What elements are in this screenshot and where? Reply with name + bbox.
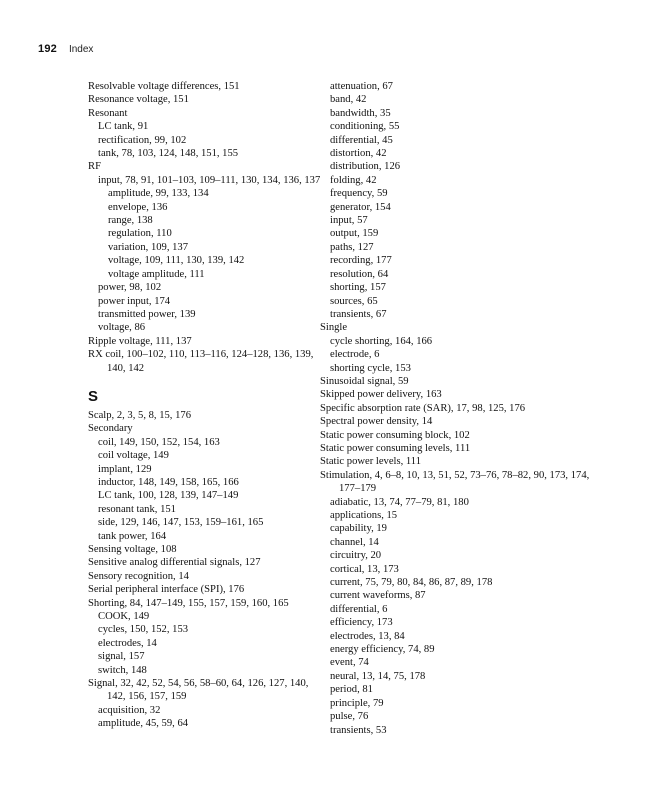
- index-subentry: coil voltage, 149: [98, 450, 169, 462]
- index-entry: Sensory recognition, 14: [88, 570, 189, 582]
- index-subentry: rectification, 99, 102: [98, 134, 187, 146]
- index-subentry: voltage, 86: [98, 322, 146, 334]
- index-subentry: power, 98, 102: [98, 282, 162, 294]
- index-subentry: conditioning, 55: [330, 121, 400, 133]
- index-subentry: tank, 78, 103, 124, 148, 151, 155: [98, 148, 239, 160]
- index-entry: RX coil, 100–102, 110, 113–116, 124–128, 136, 139, 140, 142: [88, 349, 314, 374]
- index-subentry: event, 74: [330, 657, 369, 669]
- index-subentry: power input, 174: [98, 295, 171, 307]
- index-subentry: cycle shorting, 164, 166: [330, 335, 433, 347]
- index-subentry: band, 42: [330, 94, 367, 106]
- index-subentry: channel, 14: [330, 536, 379, 548]
- index-subentry: capability, 19: [330, 523, 387, 535]
- index-entry: Resonance voltage, 151: [88, 94, 189, 106]
- index-subentry: principle, 79: [330, 697, 384, 709]
- index-entry: Specific absorption rate (SAR), 17, 98, 125, 176: [320, 402, 526, 414]
- index-subentry: switch, 148: [98, 664, 147, 676]
- index-subentry: electrodes, 14: [98, 637, 157, 649]
- index-entry: Secondary: [88, 423, 133, 435]
- entries-r: [88, 80, 328, 375]
- index-entry: Resonant: [88, 107, 128, 119]
- index-subentry: implant, 129: [98, 463, 152, 475]
- index-subentry: resonant tank, 151: [98, 503, 176, 515]
- index-entry: Single: [320, 322, 348, 334]
- index-entry: Signal, 32, 42, 52, 54, 56, 58–60, 64, 126, 127, 140, 142, 156, 157, 159: [88, 678, 309, 703]
- index-subentry: bandwidth, 35: [330, 107, 391, 119]
- index-subentry: amplitude, 99, 133, 134: [108, 188, 209, 200]
- index-entry: Static power consuming block, 102: [320, 429, 470, 441]
- entries-s-continued: [320, 80, 610, 737]
- index-entry: Static power levels, 111: [320, 456, 422, 468]
- index-subentry: distribution, 126: [330, 161, 401, 173]
- running-title: Index: [68, 44, 94, 55]
- index-subentry: side, 129, 146, 147, 153, 159–161, 165: [98, 517, 264, 529]
- index-subentry: output, 159: [330, 228, 379, 240]
- index-entry: Static power consuming levels, 111: [320, 442, 471, 454]
- index-subentry: folding, 42: [330, 174, 377, 186]
- index-subentry: shorting, 157: [330, 282, 386, 294]
- page-number: 192: [38, 43, 57, 55]
- index-subentry: electrodes, 13, 84: [330, 630, 405, 642]
- index-subentry: neural, 13, 14, 75, 178: [330, 670, 426, 682]
- index-subentry: differential, 45: [330, 134, 393, 146]
- index-subentry: efficiency, 173: [330, 617, 393, 629]
- index-subentry: paths, 127: [330, 241, 374, 253]
- index-entry: Sensitive analog differential signals, 127: [88, 557, 261, 569]
- index-subentry: LC tank, 91: [98, 121, 149, 133]
- index-entry: Ripple voltage, 111, 137: [88, 335, 192, 347]
- index-entry: Sinusoidal signal, 59: [320, 375, 409, 387]
- section-letter-s: S: [88, 387, 99, 405]
- index-subentry: resolution, 64: [330, 268, 389, 280]
- index-subentry: variation, 109, 137: [108, 241, 189, 253]
- index-entry: Stimulation, 4, 6–8, 10, 13, 51, 52, 73–76, 78–82, 90, 173, 174, 177–179: [320, 469, 590, 495]
- index-subentry: input, 78, 91, 101–103, 109–111, 130, 134, 136, 137: [98, 174, 321, 186]
- index-subentry: cortical, 13, 173: [330, 563, 399, 575]
- index-subentry: LC tank, 100, 128, 139, 147–149: [98, 490, 239, 502]
- index-subentry: recording, 177: [330, 255, 392, 267]
- page-header: [38, 40, 93, 56]
- index-subentry: period, 81: [330, 684, 373, 696]
- index-subentry: cycles, 150, 152, 153: [98, 624, 189, 636]
- index-subentry: acquisition, 32: [98, 704, 161, 716]
- index-subentry: applications, 15: [330, 510, 398, 521]
- index-entry: Skipped power delivery, 163: [320, 389, 442, 401]
- index-subentry: circuitry, 20: [330, 550, 382, 562]
- index-subentry: signal, 157: [98, 651, 145, 663]
- index-subentry: attenuation, 67: [330, 81, 393, 92]
- index-subentry: sources, 65: [330, 295, 378, 307]
- index-subentry: frequency, 59: [330, 188, 388, 200]
- index-subentry: COOK, 149: [98, 611, 150, 623]
- index-subentry: transients, 67: [330, 308, 387, 320]
- index-subentry: inductor, 148, 149, 158, 165, 166: [98, 476, 239, 488]
- index-subentry: adiabatic, 13, 74, 77–79, 81, 180: [330, 496, 469, 508]
- index-subentry: distortion, 42: [330, 148, 387, 160]
- entries-s: [88, 409, 328, 731]
- index-entry: Sensing voltage, 108: [88, 544, 177, 555]
- index-subentry: differential, 6: [330, 603, 388, 615]
- index-subentry: current, 75, 79, 80, 84, 86, 87, 89, 178: [330, 577, 493, 589]
- index-entry: RF: [88, 161, 101, 173]
- index-subentry: pulse, 76: [330, 711, 369, 723]
- index-entry: Shorting, 84, 147–149, 155, 157, 159, 160, 165: [88, 597, 289, 609]
- index-subentry: voltage, 109, 111, 130, 139, 142: [108, 255, 245, 267]
- index-subentry: envelope, 136: [108, 201, 168, 213]
- index-column-left: [88, 80, 328, 731]
- index-subentry: electrode, 6: [330, 349, 380, 361]
- index-subentry: voltage amplitude, 111: [108, 268, 205, 280]
- index-subentry: range, 138: [108, 215, 153, 227]
- index-subentry: amplitude, 45, 59, 64: [98, 718, 189, 730]
- index-entry: Scalp, 2, 3, 5, 8, 15, 176: [88, 409, 191, 421]
- index-column-right: [320, 80, 610, 737]
- index-subentry: current waveforms, 87: [330, 590, 426, 602]
- index-subentry: energy efficiency, 74, 89: [330, 644, 435, 656]
- index-entry: Spectral power density, 14: [320, 416, 433, 428]
- index-subentry: shorting cycle, 153: [330, 362, 411, 374]
- index-entry: Serial peripheral interface (SPI), 176: [88, 584, 245, 596]
- index-subentry: input, 57: [330, 215, 368, 227]
- index-subentry: coil, 149, 150, 152, 154, 163: [98, 436, 220, 448]
- index-entry: Resolvable voltage differences, 151: [88, 81, 240, 92]
- index-subentry: regulation, 110: [108, 228, 172, 240]
- index-subentry: generator, 154: [330, 201, 391, 213]
- index-subentry: tank power, 164: [98, 530, 167, 542]
- index-subentry: transients, 53: [330, 724, 387, 736]
- index-subentry: transmitted power, 139: [98, 308, 196, 320]
